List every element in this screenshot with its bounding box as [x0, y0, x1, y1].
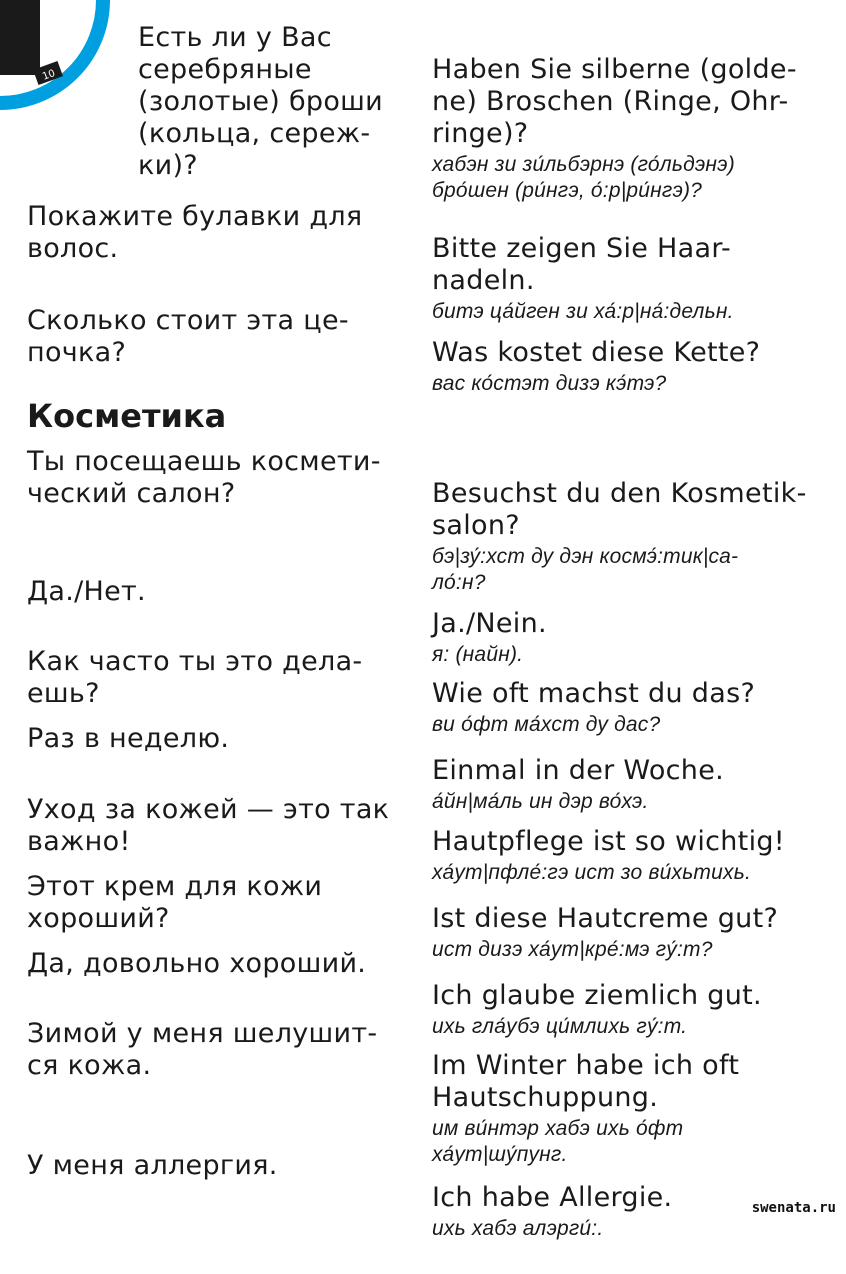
german-phrase: Bitte zeigen Sie Haar- nadeln.	[432, 233, 732, 296]
german-phrase: Im Winter habe ich oft Hautschuppung.	[432, 1050, 740, 1113]
german-phrase: Wie oft machst du das?	[432, 678, 756, 709]
german-phrase: Ich habe Allergie.	[432, 1182, 673, 1213]
transcription: ихь гла́убэ ци́млихь гу́:т.	[432, 1015, 688, 1038]
russian-text: Ты посещаешь космети- ческий салон?	[27, 446, 381, 509]
transcription: хабэн зи зи́льбэрнэ (го́льдэнэ) бро́шен (ри́нгэ, о́:р|ри́нгэ)?	[432, 153, 735, 202]
russian-text: Зимой у меня шелушит- ся кожа.	[27, 1018, 378, 1081]
german-phrase: Was kostet diese Kette?	[432, 337, 761, 368]
shopping-bag-with-money-icon	[0, 0, 110, 120]
german-text	[432, 305, 832, 429]
russian-text: Покажите булавки для волос.	[27, 201, 363, 264]
transcription: ха́ут|пфле́:гэ ист зо ви́хьтихь.	[432, 861, 751, 884]
german-phrase: Einmal in der Woche.	[432, 755, 725, 786]
russian-text: Да./Нет.	[27, 576, 146, 607]
svg-text:10: 10	[40, 68, 57, 83]
russian-text: Как часто ты это дела- ешь?	[27, 646, 363, 709]
transcription: битэ ца́йген зи ха́:р|на́:дельн.	[432, 300, 734, 323]
transcription: ихь хабэ алэрги́:.	[432, 1217, 604, 1240]
section-heading: Косметика	[27, 397, 227, 435]
site-watermark: swenata.ru	[751, 1200, 836, 1216]
russian-text: Да, довольно хороший.	[27, 948, 367, 979]
russian-text: Раз в неделю.	[27, 723, 230, 754]
russian-text: Есть ли у Вас серебряные (золотые) броши (кольца, сереж- ки)?	[138, 22, 384, 181]
transcription: ист дизэ ха́ут|кре́:мэ гу́:т?	[432, 938, 713, 961]
russian-text: Сколько стоит эта це- почка?	[27, 305, 349, 365]
transcription: ви о́фт ма́хст ду дас?	[432, 713, 661, 736]
transcription: а́йн|ма́ль ин дэр во́хэ.	[432, 790, 649, 813]
russian-text: У меня аллергия.	[27, 1150, 278, 1181]
transcription: я: (найн).	[432, 643, 524, 666]
transcription: бэ|зу́:хст ду дэн космэ́:тик|са- ло́:н?	[432, 545, 739, 594]
transcription: вас ко́стэт дизэ кэ́тэ?	[432, 372, 667, 395]
german-phrase: Haben Sie silberne (golde- ne) Broschen (Ringe, Ohr- ringe)?	[432, 54, 797, 149]
german-phrase: Hautpflege ist so wichtig!	[432, 826, 785, 857]
russian-text: Уход за кожей — это так важно!	[27, 794, 390, 857]
german-phrase: Ist diese Hautcreme gut?	[432, 903, 779, 934]
german-phrase: Ja./Nein.	[432, 608, 547, 639]
german-phrase: Ich glaube ziemlich gut.	[432, 980, 762, 1011]
russian-text: Этот крем для кожи хороший?	[27, 871, 323, 934]
transcription: им ви́нтэр хабэ ихь о́фт ха́ут|шу́пунг.	[432, 1117, 684, 1166]
german-phrase: Besuchst du den Kosmetik- salon?	[432, 478, 807, 541]
